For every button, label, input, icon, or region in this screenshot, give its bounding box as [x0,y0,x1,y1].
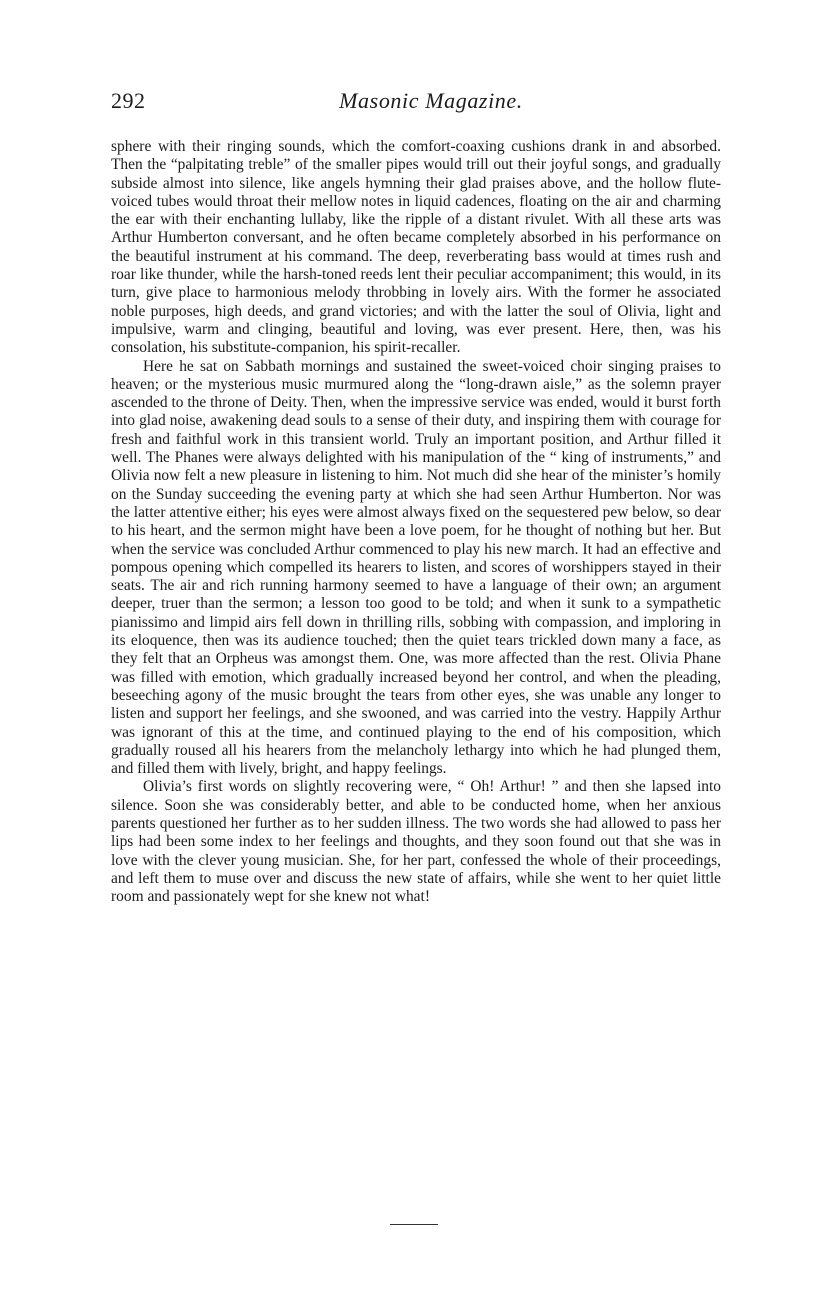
running-title: Masonic Magazine. [339,88,523,113]
page-header [111,88,721,118]
paragraph-3: Olivia’s first words on slightly recovering were, “ Oh! Arthur! ” and then she lapsed into silence. Soon she was considerably better, and able to be conducted home, when her anxious parents questioned her further as to her sudden illness. The two words she had allowed to pass her lips had been some index to her feelings and thoughts, and they soon found out that she was in love with the clever young musician. She, for her part, confessed the whole of their proceedings, and left them to muse over and discuss the new state of affairs, while she went to her quiet little room and passionately wept for she knew not what! [111,778,721,906]
section-end-rule [390,1224,438,1225]
paragraph-1: sphere with their ringing sounds, which the comfort-coaxing cushions drank in and absorbed. Then the “palpitating treble” of the smaller pipes would trill out their joyful songs, and gradually subside almost into silence, like angels hymning their glad praises above, and the hollow flute-voiced tubes would throat their mellow notes in liquid cadences, floating on the air and charming the ear with their enchanting lullaby, like the ripple of a distant rivulet. With all these arts was Arthur Humberton conversant, and he often became completely absorbed in his performance on the beautiful instrument at his command. The deep, reverberating bass would at times rush and roar like thunder, while the harsh-toned reeds lent their peculiar accompaniment; this would, in its turn, give place to harmonious melody throbbing in lovely airs. With the former he associated noble purposes, high deeds, and grand victories; and with the latter the soul of Olivia, light and impulsive, warm and clinging, beautiful and loving, was ever present. Here, then, was his consolation, his substitute-companion, his spirit-recaller. [111,138,721,357]
page-number: 292 [111,88,146,113]
paragraph-2: Here he sat on Sabbath mornings and sustained the sweet-voiced choir singing praises to heaven; or the mysterious music murmured along the “long-drawn aisle,” as the solemn prayer ascended to the throne of Deity. Then, when the impressive service was ended, would it burst forth into glad noise, awakening dead souls to a sense of their duty, and inspiring them with courage for fresh and faithful work in this transient world. Truly an important position, and Arthur filled it well. The Phanes were always delighted with his manipulation of the “ king of instruments,” and Olivia now felt a new pleasure in listening to him. Not much did she hear of the minister’s homily on the Sunday succeeding the evening party at which she had seen Arthur Humberton. Nor was the latter attentive either; his eyes were almost always fixed on the sequestered pew below, so dear to his heart, and the sermon might have been a love poem, for he thought of nothing but her. But when the service was concluded Arthur commenced to play his new march. It had an effective and pompous opening which compelled its hearers to listen, and scores of worshippers stayed in their seats. The air and rich running harmony seemed to have a language of their own; an argument deeper, truer than the sermon; a lesson too good to be told; and when it sunk to a sympathetic pianissimo and limpid airs fell down in thrilling rills, sobbing with compassion, and imploring in its eloquence, then was its audience touched; then the quiet tears trickled down many a face, as they felt that an Orpheus was amongst them. One, was more affected than the rest. Olivia Phane was filled with emotion, which gradually increased beyond her control, and when the pleading, beseeching agony of the music brought the tears from other eyes, she was unable any longer to listen and support her feelings, and she swooned, and was carried into the vestry. Happily Arthur was ignorant of this at the time, and continued playing to the end of his composition, which gradually roused all his hearers from the melancholy lethargy into which he had plunged them, and filled them with lively, bright, and happy feelings. [111,357,721,778]
article-body [111,138,721,906]
